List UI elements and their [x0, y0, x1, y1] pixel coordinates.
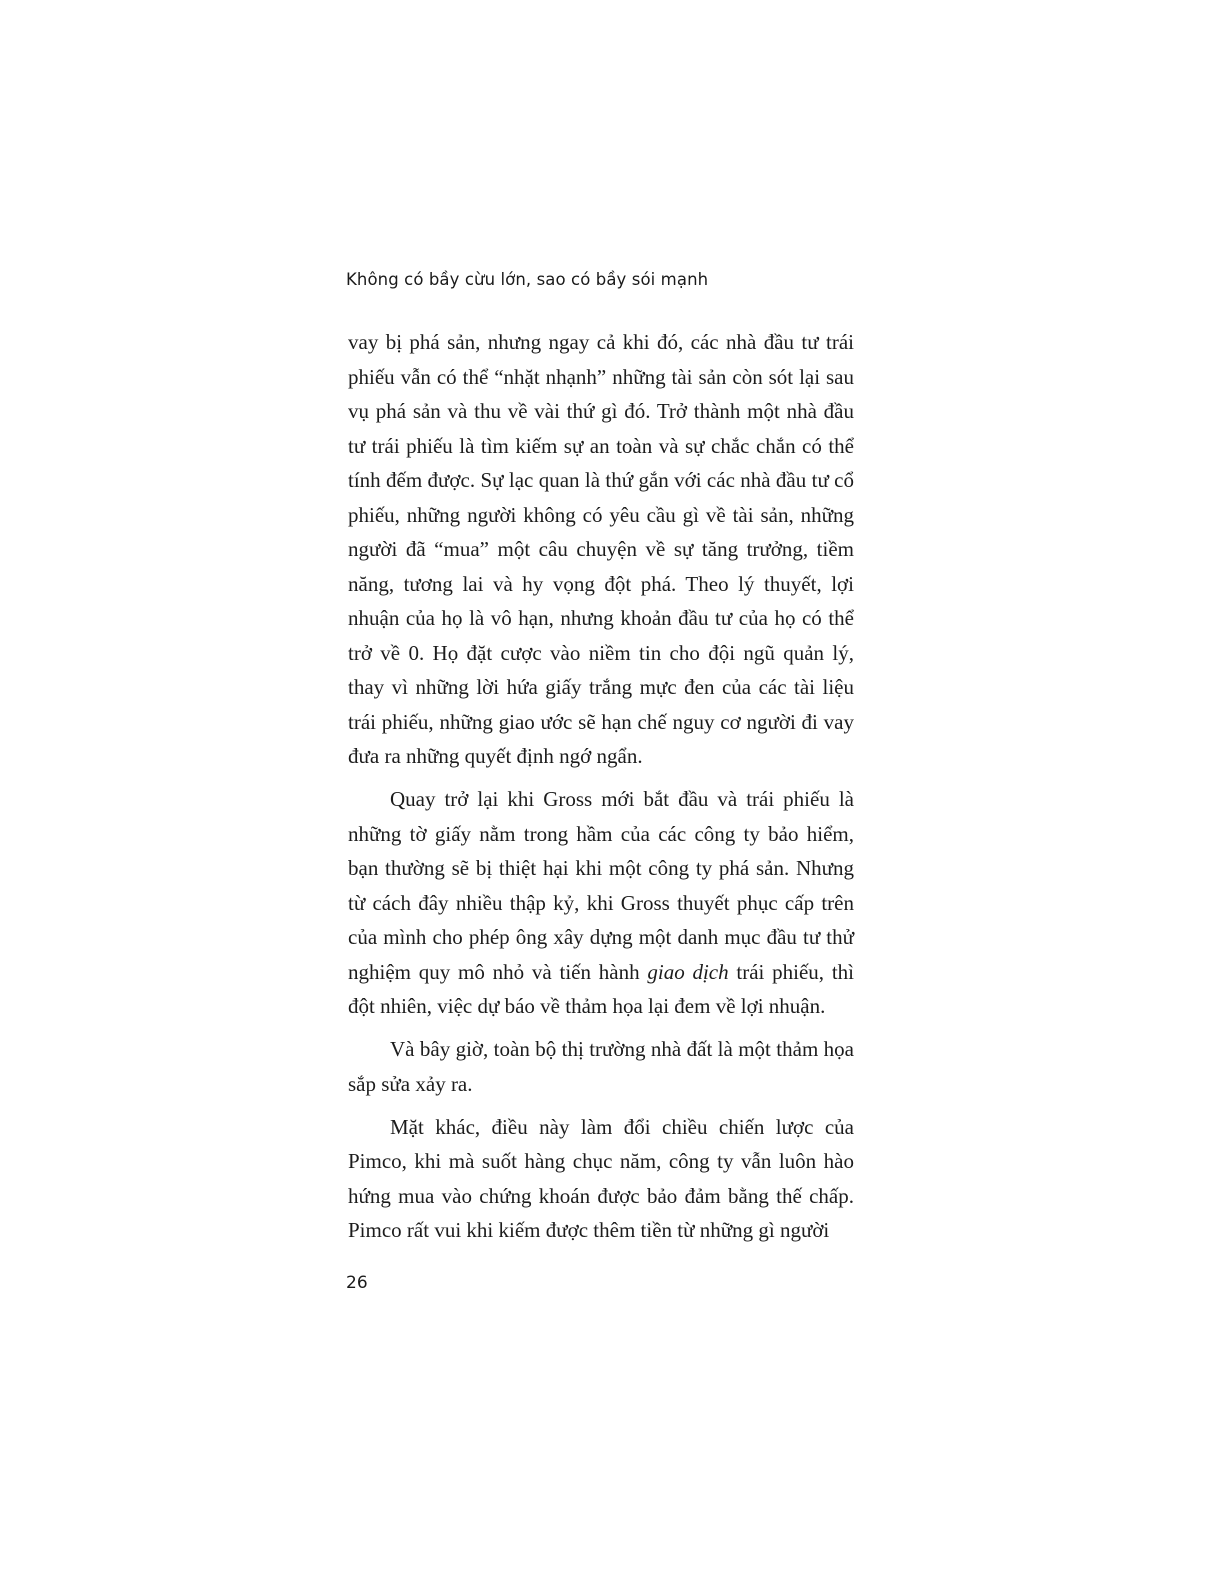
running-header: Không có bầy cừu lớn, sao có bầy sói mạnh — [346, 270, 709, 289]
paragraph-2-text-before: Quay trở lại khi Gross mới bắt đầu và trái phiếu là những tờ giấy nằm trong hầm của các công ty bảo hiểm, bạn thường sẽ bị thiệt hại khi một công ty phá sản. Nhưng từ cách đây nhiều thập kỷ, khi Gross thuyết phục cấp trên của mình cho phép ông xây dựng một danh mục đầu tư thử nghiệm quy mô nhỏ và tiến hành — [348, 787, 854, 984]
paragraph-1: vay bị phá sản, nhưng ngay cả khi đó, các nhà đầu tư trái phiếu vẫn có thể “nhặt nhạnh” những tài sản còn sót lại sau vụ phá sản và thu về vài thứ gì đó. Trở thành một nhà đầu tư trái phiếu là tìm kiếm sự an toàn và sự chắc chắn có thể tính đếm được. Sự lạc quan là thứ gắn với các nhà đầu tư cổ phiếu, những người không có yêu cầu gì về tài sản, những người đã “mua” một câu chuyện về sự tăng trưởng, tiềm năng, tương lai và hy vọng đột phá. Theo lý thuyết, lợi nhuận của họ là vô hạn, nhưng khoản đầu tư của họ có thể trở về 0. Họ đặt cược vào niềm tin cho đội ngũ quản lý, thay vì những lời hứa giấy trắng mực đen của các tài liệu trái phiếu, những giao ước sẽ hạn chế nguy cơ người đi vay đưa ra những quyết định ngớ ngẩn. — [348, 330, 854, 768]
page-number: 26 — [346, 1273, 368, 1293]
paragraph-2 — [348, 782, 854, 1024]
body-text — [348, 325, 854, 1256]
paragraph-4: Mặt khác, điều này làm đổi chiều chiến lược của Pimco, khi mà suốt hàng chục năm, công ty vẫn luôn hào hứng mua vào chứng khoán được bảo đảm bằng thế chấp. Pimco rất vui khi kiếm được thêm tiền từ những gì người — [348, 1114, 854, 1242]
paragraph-2-text-after: trái phiếu, thì đột nhiên, việc dự báo về thảm họa lại đem về lợi nhuận. — [348, 959, 854, 1018]
paragraph-2-emphasis: giao dịch — [647, 959, 729, 984]
paragraph-3: Và bây giờ, toàn bộ thị trường nhà đất là một thảm họa sắp sửa xảy ra. — [348, 1037, 854, 1096]
